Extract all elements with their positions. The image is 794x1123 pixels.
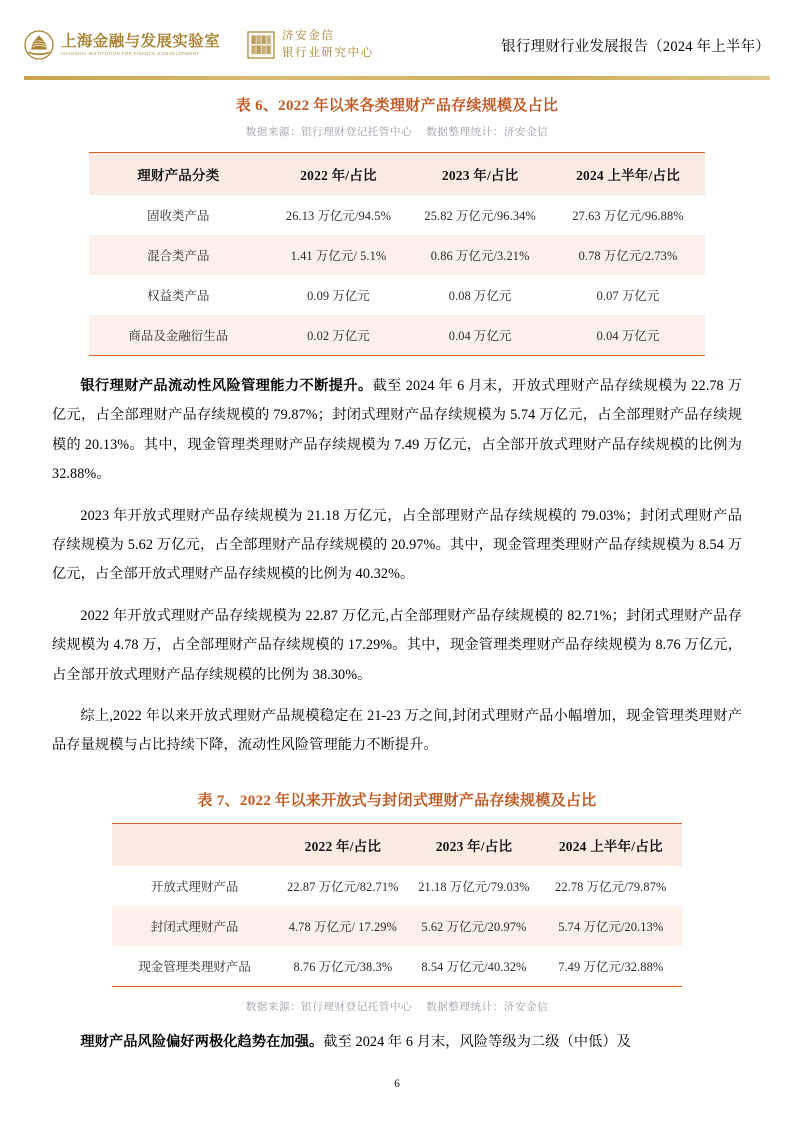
table7-r0-y2024: 22.78 万亿元/79.87% xyxy=(539,866,682,906)
header-divider xyxy=(24,76,770,80)
table7-col-header-1: 2022 年/占比 xyxy=(277,823,408,866)
paragraph-5-lead: 理财产品风险偏好两极化趋势在加强。 xyxy=(80,1033,324,1050)
organization-name-cn: 上海金融与发展实验室 xyxy=(61,32,221,50)
table7-col-header-0 xyxy=(112,823,277,866)
page-header xyxy=(0,0,794,82)
table6-r1-y2022: 1.41 万亿元/ 5.1% xyxy=(268,235,410,275)
paragraph-summary: 综上,2022 年以来开放式理财产品规模稳定在 21-23 万之间,封闭式理财产品小幅增加，现金管理类理财产品存量规模与占比持续下降，流动性风险管理能力不断提升。 xyxy=(52,707,742,754)
organization-logo-text xyxy=(61,34,220,57)
table6-r2-y2022: 0.09 万亿元 xyxy=(268,275,410,315)
header-inner xyxy=(24,22,770,68)
paragraph-liquidity-risk xyxy=(0,372,794,490)
table7-source-text: 数据来源：银行理财登记托管中心 xyxy=(245,1001,413,1013)
table6-r1-label: 混合类产品 xyxy=(89,235,268,275)
seal-stamp-logo-icon xyxy=(246,30,276,60)
table7-r2-y2024: 7.49 万亿元/32.88% xyxy=(539,946,682,987)
partner-logo-text xyxy=(282,28,374,61)
table-row xyxy=(89,315,705,356)
table6-r2-label: 权益类产品 xyxy=(89,275,268,315)
table7-header-row xyxy=(112,823,682,866)
table6-compiler-text: 数据整理统计：济安金信 xyxy=(426,127,549,138)
table7-r0-y2023: 21.18 万亿元/79.03% xyxy=(408,866,539,906)
table6-col-header-1: 2022 年/占比 xyxy=(268,153,410,196)
table6-title: 表 6、2022 年以来各类理财产品存续规模及占比 xyxy=(235,98,559,114)
table7-col-header-3: 2024 上半年/占比 xyxy=(539,823,682,866)
table6-r0-y2024: 27.63 万亿元/96.88% xyxy=(551,195,705,235)
table7-r0-label: 开放式理财产品 xyxy=(112,866,277,906)
table6-header-row xyxy=(89,153,705,196)
paragraph-2023-data: 2023 年开放式理财产品存续规模为 21.18 万亿元，占全部理财产品存续规模的 79.03%；封闭式理财产品存续规模为 5.62 万亿元，占全部理财产品存续规模的 20.97%。其中，现金管理类理财产品存续规模为 8.54 万亿元，占全部开放式理财产品存续规模的比例为 40.32%。 xyxy=(52,507,742,583)
paragraph-5-body: 截至 2024 年 6 月末，风险等级为二级（中低）及 xyxy=(323,1033,632,1050)
table7-r0-y2022: 22.87 万亿元/82.71% xyxy=(277,866,408,906)
table6-body xyxy=(89,195,705,356)
table-row xyxy=(89,275,705,315)
shanghai-institute-shell-logo-icon xyxy=(24,30,54,60)
table-row xyxy=(89,195,705,235)
paragraph-2022-data: 2022 年开放式理财产品存续规模为 22.87 万亿元,占全部理财产品存续规模的 82.71%；封闭式理财产品存续规模为 4.78 万，占全部理财产品存续规模的 17.29%。其中，现金管理类理财产品存续规模为 8.76 万亿元，占全部开放式理财产品存续规模的比例为 38.30%。 xyxy=(52,607,742,683)
table-row xyxy=(89,235,705,275)
report-title: 银行理财行业发展报告（2024 年上半年） xyxy=(501,38,770,55)
table6-r2-y2024: 0.07 万亿元 xyxy=(551,275,705,315)
paragraph-1-body: 截至 2024 年 6 月末，开放式理财产品存续规模为 22.78 万亿元，占全部理财产品存续规模的 79.87%；封闭式理财产品存续规模为 5.74 万亿元，占全部理财产品存续规模的 20.13%。其中，现金管理类理财产品存续规模为 7.49 万亿元，占全部开放式理财产品存续规模的比例为 32.88%。 xyxy=(52,378,742,483)
organization-logo xyxy=(24,30,220,60)
organization-name-en: SHANGHAI INSTITUTION FOR FINANCE & DEVELOPMENT xyxy=(61,51,200,57)
table6-r3-y2024: 0.04 万亿元 xyxy=(551,315,705,356)
table6-col-header-0: 理财产品分类 xyxy=(89,153,268,196)
table7-title: 表 7、2022 年以来开放式与封闭式理财产品存续规模及占比 xyxy=(197,792,597,809)
table7-r1-y2023: 5.62 万亿元/20.97% xyxy=(408,906,539,946)
table7-container xyxy=(112,823,682,987)
table6-r0-label: 固收类产品 xyxy=(89,195,268,235)
table6 xyxy=(89,152,705,356)
table7-head xyxy=(112,823,682,866)
table-row xyxy=(112,946,682,987)
table7-r1-y2024: 5.74 万亿元/20.13% xyxy=(539,906,682,946)
page-number: 6 xyxy=(394,1078,400,1090)
table-row xyxy=(112,906,682,946)
table7-source-caption xyxy=(0,999,794,1014)
table7-body xyxy=(112,866,682,987)
table6-container xyxy=(89,152,705,356)
paragraph-1-lead: 银行理财产品流动性风险管理能力不断提升。 xyxy=(80,378,373,394)
partner-subtitle: 银行业研究中心 xyxy=(282,47,374,59)
table6-col-header-2: 2023 年/占比 xyxy=(409,153,551,196)
paragraph-risk-preference xyxy=(0,1028,794,1057)
table7-r2-y2022: 8.76 万亿元/38.3% xyxy=(277,946,408,987)
partner-name: 济安金信 xyxy=(282,30,335,43)
table6-r0-y2023: 25.82 万亿元/96.34% xyxy=(409,195,551,235)
table6-r3-label: 商品及金融衍生品 xyxy=(89,315,268,356)
table6-source-text: 数据来源：银行理财登记托管中心 xyxy=(245,127,413,138)
table6-source-caption xyxy=(0,124,794,139)
table6-r3-y2023: 0.04 万亿元 xyxy=(409,315,551,356)
table6-r1-y2023: 0.86 万亿元/3.21% xyxy=(409,235,551,275)
page-content xyxy=(0,88,794,1057)
table7 xyxy=(112,823,682,987)
table-row xyxy=(112,866,682,906)
table7-compiler-text: 数据整理统计：济安金信 xyxy=(426,1001,549,1013)
table7-r1-label: 封闭式理财产品 xyxy=(112,906,277,946)
table7-col-header-2: 2023 年/占比 xyxy=(408,823,539,866)
table7-r2-label: 现金管理类理财产品 xyxy=(112,946,277,987)
table7-r2-y2023: 8.54 万亿元/40.32% xyxy=(408,946,539,987)
table6-r2-y2023: 0.08 万亿元 xyxy=(409,275,551,315)
table6-r3-y2022: 0.02 万亿元 xyxy=(268,315,410,356)
table6-r0-y2022: 26.13 万亿元/94.5% xyxy=(268,195,410,235)
table7-r1-y2022: 4.78 万亿元/ 17.29% xyxy=(277,906,408,946)
partner-logo xyxy=(246,28,374,61)
table6-r1-y2024: 0.78 万亿元/2.73% xyxy=(551,235,705,275)
table6-head xyxy=(89,153,705,196)
table6-col-header-3: 2024 上半年/占比 xyxy=(551,153,705,196)
